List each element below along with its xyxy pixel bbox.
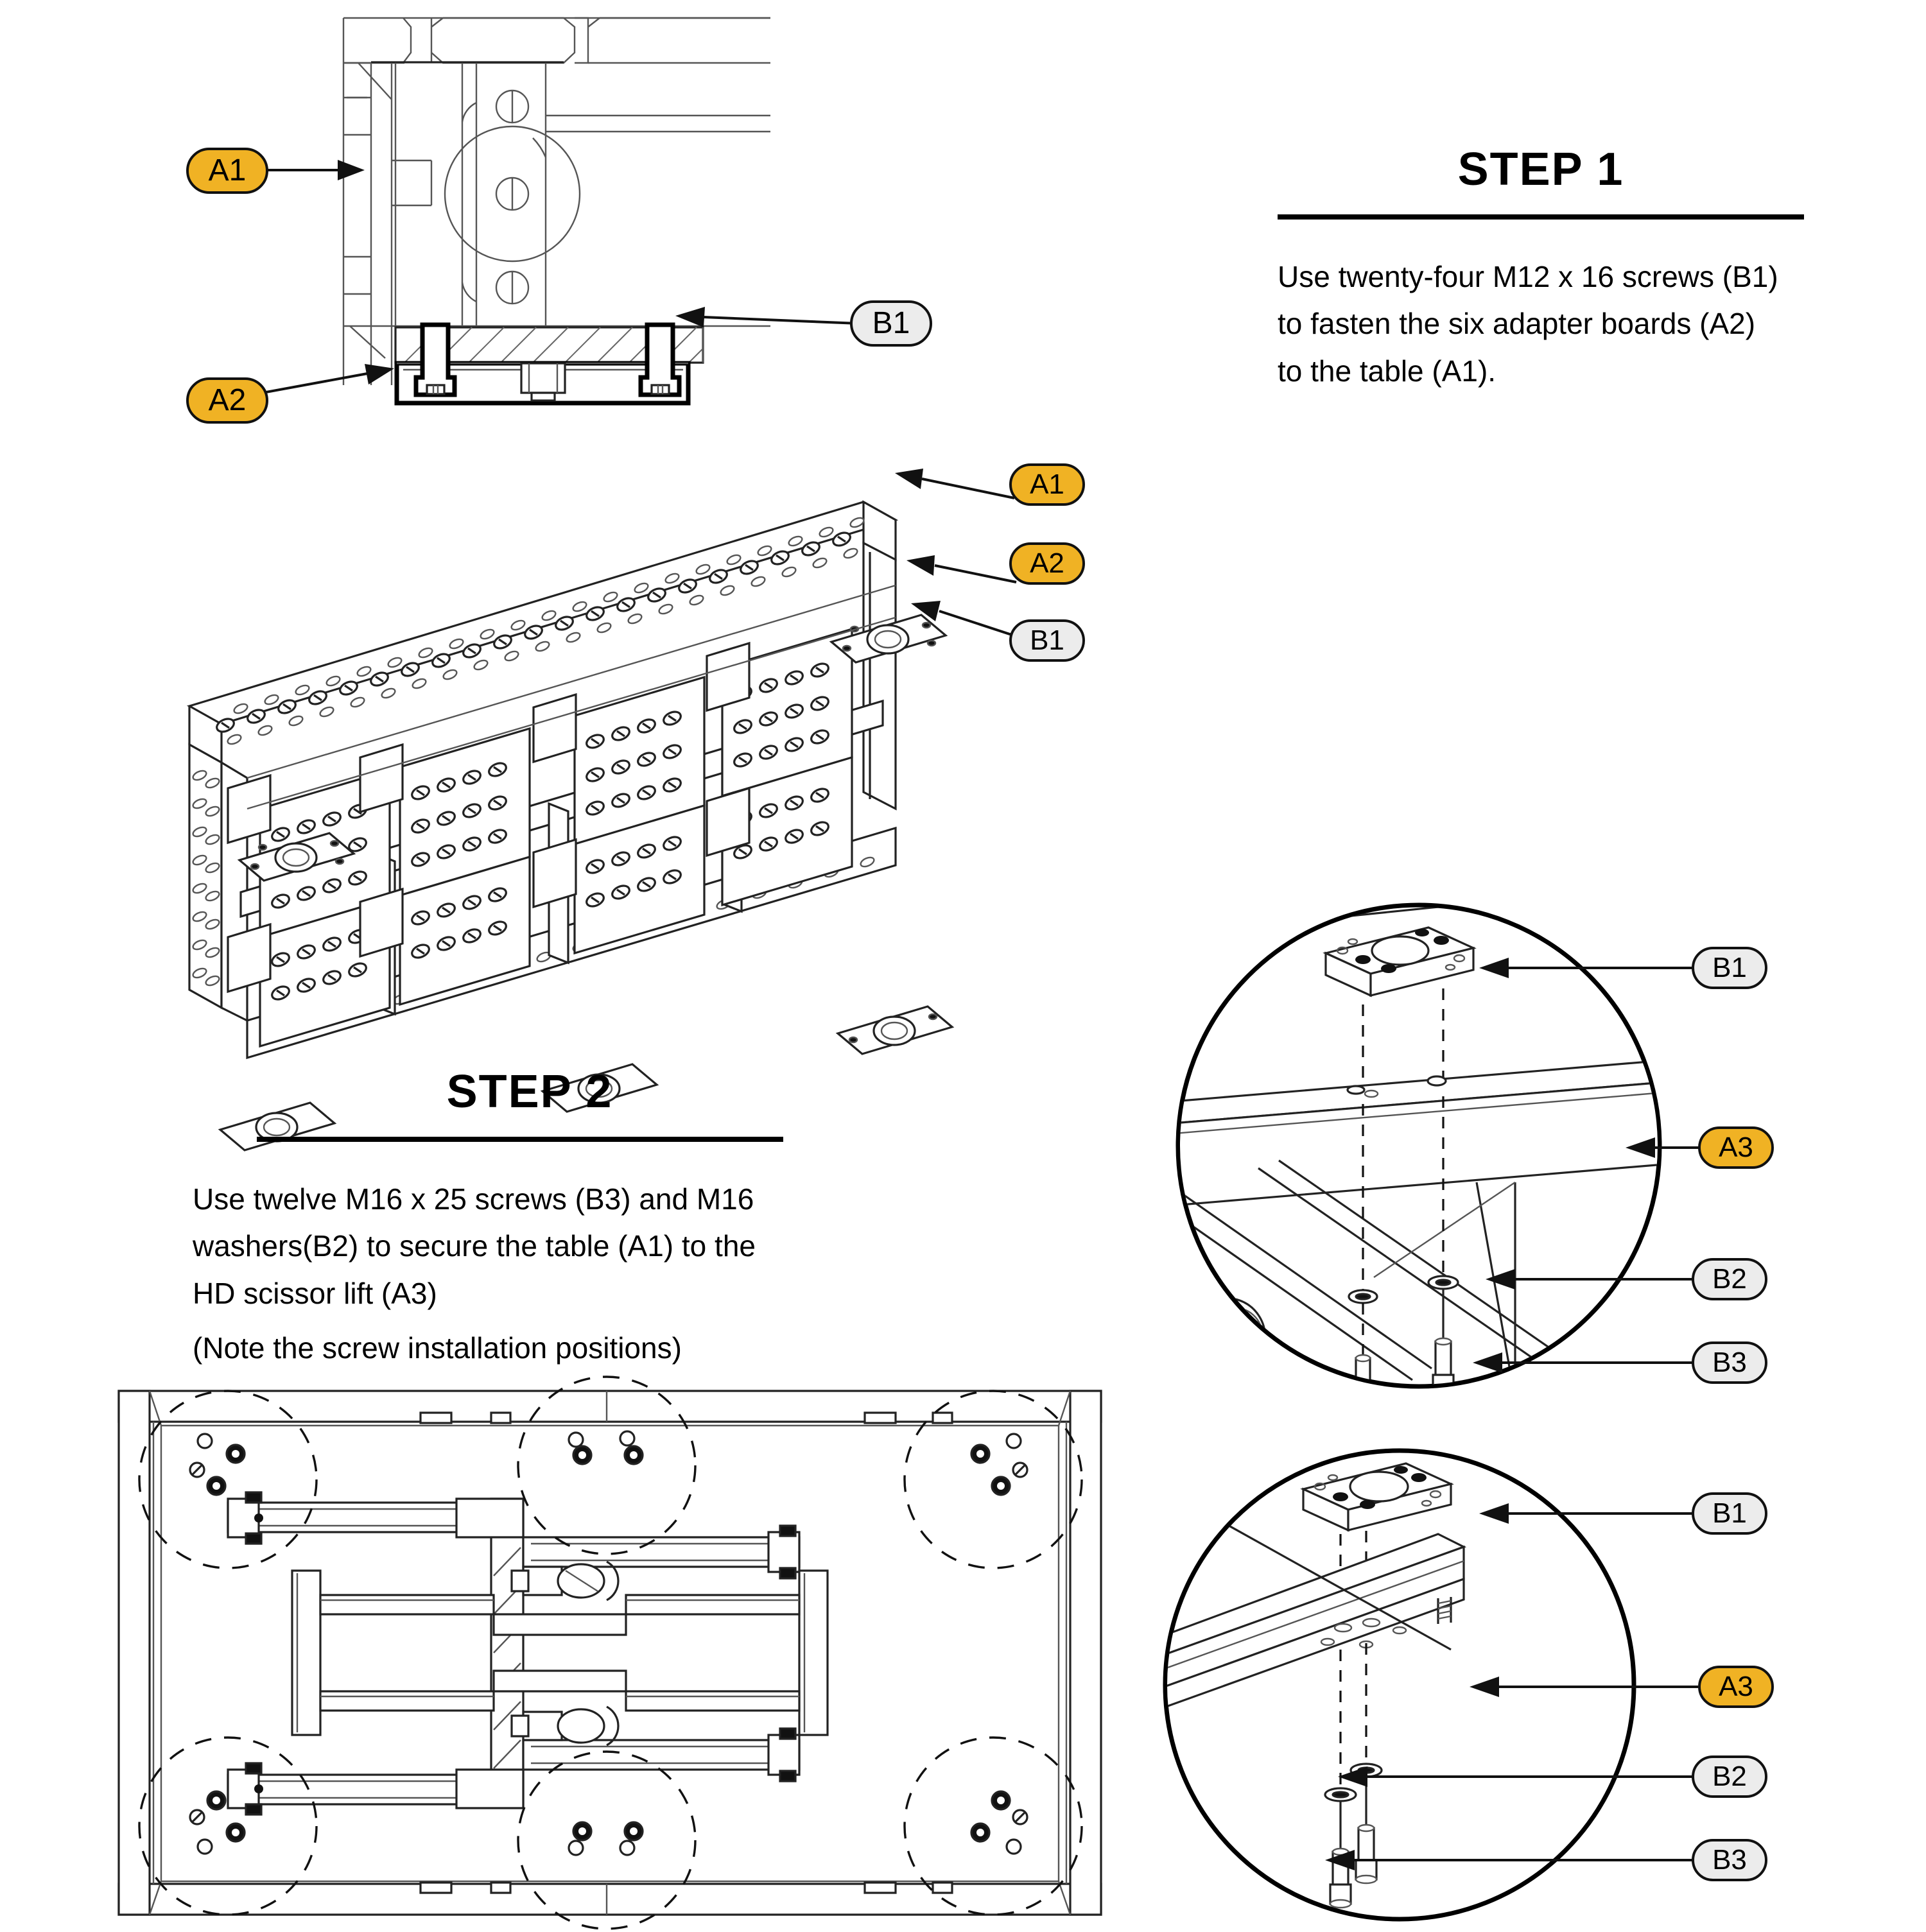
leader-det2-b1 [1477,1496,1695,1531]
badge-label: A2 [1030,548,1064,579]
badge-det2-b1[interactable] [1692,1492,1767,1535]
badge-label: B3 [1712,1347,1747,1378]
badge-det2-b3[interactable] [1692,1839,1767,1881]
badge-label: B1 [1712,952,1747,983]
step-1-rule [1278,214,1804,220]
badge-label: B2 [1712,1761,1747,1792]
badge-label: A2 [208,383,247,417]
leader-iso-a1 [892,462,1014,501]
badge-label: A1 [1030,469,1064,500]
leader-iso-a2 [904,549,1016,587]
step-2-line-2: washers(B2) to secure the table (A1) to the [193,1229,756,1263]
badge-det1-b3[interactable] [1692,1341,1767,1384]
step-2-line-3: HD scissor lift (A3) [193,1276,437,1310]
badge-label: B1 [1030,625,1064,656]
badge-iso-a1[interactable] [1009,463,1085,506]
screw-position-markers [139,1377,1082,1929]
step-1-body [1278,257,1804,392]
badge-det1-b1[interactable] [1692,947,1767,989]
step-1-title: STEP 1 [1457,144,1624,195]
plan-view-drawing [100,1383,1120,1926]
badge-section-a1[interactable] [186,148,268,194]
leader-det2-b2 [1335,1759,1695,1795]
leader-det2-b3 [1323,1842,1695,1878]
badge-label: A3 [1719,1132,1753,1163]
badge-label: A1 [208,153,247,187]
step-1-line-2: to fasten the six adapter boards (A2) [1278,307,1756,341]
step-2-rule [257,1137,783,1142]
leader-det2-a3 [1467,1669,1698,1705]
leader-iso-b1 [908,597,1018,642]
badge-label: B3 [1712,1844,1747,1876]
step-2-body [193,1179,867,1369]
badge-det2-a3[interactable] [1698,1666,1774,1708]
step-2-title: STEP 2 [446,1066,613,1117]
leader-det1-b1 [1477,950,1695,986]
badge-section-a2[interactable] [186,377,268,424]
step-1-block [1278,146,1804,398]
step-2-block [193,1066,867,1376]
step-1-line-1: Use twenty-four M12 x 16 screws (B1) [1278,260,1778,293]
badge-det1-b2[interactable] [1692,1258,1767,1300]
leader-det1-a3 [1623,1130,1700,1166]
badge-iso-a2[interactable] [1009,542,1085,585]
step-2-note: (Note the screw installation positions) [193,1331,682,1365]
badge-section-b1[interactable] [850,300,932,347]
badge-det2-b2[interactable] [1692,1755,1767,1798]
step-1-line-3: to the table (A1). [1278,354,1497,388]
badge-iso-b1[interactable] [1009,619,1085,662]
badge-label: B2 [1712,1263,1747,1295]
leader-section-b1 [673,302,859,340]
leader-det1-b3 [1470,1345,1695,1381]
step-2-line-1: Use twelve M16 x 25 screws (B3) and M16 [193,1182,754,1216]
badge-label: B1 [872,306,910,340]
badge-det1-a3[interactable] [1698,1126,1774,1169]
badge-label: B1 [1712,1497,1747,1529]
badge-label: A3 [1719,1671,1753,1702]
isometric-table-drawing [164,449,1005,1040]
leader-det1-b2 [1483,1261,1695,1297]
